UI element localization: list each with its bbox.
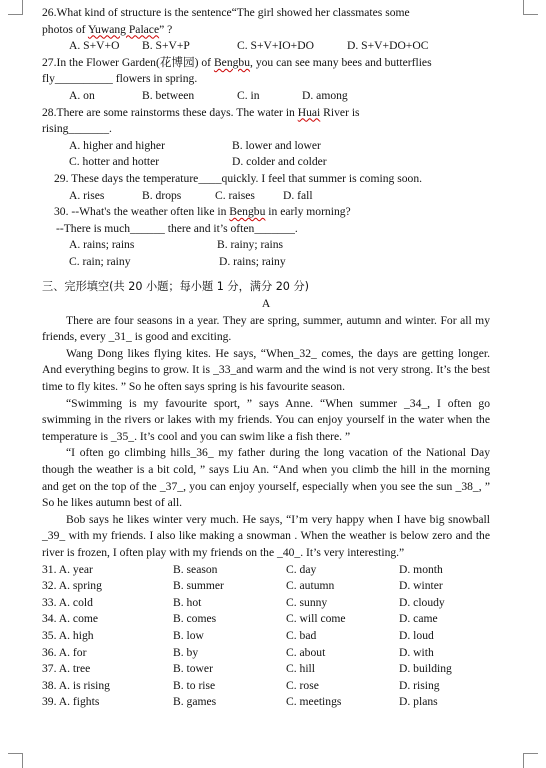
question-26-options xyxy=(42,38,490,55)
text-part: in early morning? xyxy=(265,205,351,219)
text-part: ” ? xyxy=(159,22,173,36)
question-28-text-2: rising_______. xyxy=(42,122,112,136)
option-b: B. S+V+P xyxy=(142,39,190,53)
choice-33-c: C. sunny xyxy=(286,595,328,609)
option-a: A. on xyxy=(69,88,95,102)
crop-mark-bottom-right xyxy=(523,753,538,768)
passage-paragraph-5: Bob says he likes winter very much. He says, “I’m very happy when I have big snowball _39_ with my friends. I also like making a snowman . When the weather is below zero and the river is frozen, I often play with my friends on the _40_. It’s very interesting.” xyxy=(42,512,490,559)
text-part: photos of xyxy=(42,22,88,36)
passage-paragraph-1: There are four seasons in a year. They are spring, summer, autumn and winter. For all my friends, every _31_ is good and exciting. xyxy=(42,313,490,344)
option-d: D. rains; rainy xyxy=(219,254,286,268)
option-b: B. rainy; rains xyxy=(217,238,284,252)
text-part: River is xyxy=(320,105,360,119)
proper-noun: Yuwang Palace xyxy=(87,22,160,36)
choice-31-a: 31. A. year xyxy=(42,562,93,576)
question-27-options xyxy=(42,88,490,105)
passage-paragraph-4: “I often go climbing hills_36_ my father during the long vacation of the National Day though the weather is a bit cold, ” says Liu An. “And when you climb the hill in the morning and get on the top of the _37_, you can enjoy yourself, especially when you see the sun _38_, ” So he likes autumn best of all. xyxy=(42,446,490,510)
text-part: , you can see many bees and butterflies xyxy=(250,55,432,69)
choice-39-c: C. meetings xyxy=(286,695,342,709)
option-b: B. drops xyxy=(142,188,182,202)
question-30 xyxy=(42,204,490,221)
question-27 xyxy=(42,55,490,72)
option-c: C. rain; rainy xyxy=(69,254,131,268)
section-heading: 三、完形填空(共 20 小题；每小题 1 分，满分 20 分) xyxy=(42,279,310,293)
choice-37-d: D. building xyxy=(399,662,452,676)
question-30-text-2: --There is much______ there and it’s often_______. xyxy=(56,221,298,235)
choice-37-a: 37. A. tree xyxy=(42,662,91,676)
choice-31-c: C. day xyxy=(286,562,317,576)
question-26-text-2 xyxy=(42,22,490,39)
question-30-options-row-1 xyxy=(42,237,490,254)
text-part: 30. --What's the weather often like in xyxy=(54,205,230,219)
choice-36-a: 36. A. for xyxy=(42,645,87,659)
choice-34-c: C. will come xyxy=(286,612,346,626)
option-b: B. lower and lower xyxy=(232,138,321,152)
choice-33-d: D. cloudy xyxy=(399,595,445,609)
text-part: 27.In the Flower Garden(花博园) of xyxy=(42,55,214,69)
option-a: A. S+V+O xyxy=(69,39,120,53)
option-d: D. colder and colder xyxy=(232,155,327,169)
choice-37-b: B. tower xyxy=(173,662,213,676)
choice-35-d: D. loud xyxy=(399,628,434,642)
crop-mark-top-right xyxy=(523,0,538,15)
option-a: A. rains; rains xyxy=(69,238,135,252)
question-29-options xyxy=(42,188,490,205)
question-26 xyxy=(42,5,490,22)
choice-31-d: D. month xyxy=(399,562,443,576)
choice-33-b: B. hot xyxy=(173,595,202,609)
passage-label: A xyxy=(261,297,271,311)
question-28-options-row-1 xyxy=(42,138,490,155)
passage-paragraph-3: “Swimming is my favourite sport, ” says Anne. “When summer _34_, I often go swimming in the rivers or lakes with my friends. You can enjoy yourself in the water when the temperature is _35_. It’s cool and you can swim like a fish there. ” xyxy=(42,396,490,443)
option-c: C. raises xyxy=(215,188,255,202)
choice-34-a: 34. A. come xyxy=(42,612,99,626)
choice-38-b: B. to rise xyxy=(173,678,216,692)
proper-noun: Huai xyxy=(297,105,321,119)
choice-31-b: B. season xyxy=(173,562,218,576)
proper-noun: Bengbu xyxy=(229,205,266,219)
choice-36-b: B. by xyxy=(173,645,199,659)
option-d: D. S+V+DO+OC xyxy=(347,39,429,53)
choice-32-b: B. summer xyxy=(173,579,224,593)
answer-options-table xyxy=(42,562,490,711)
proper-noun: Bengbu xyxy=(213,55,251,69)
option-d: D. fall xyxy=(283,188,313,202)
option-c: C. in xyxy=(237,88,260,102)
choice-36-c: C. about xyxy=(286,645,326,659)
crop-mark-top-left xyxy=(8,0,23,15)
choice-38-d: D. rising xyxy=(399,678,440,692)
choice-38-a: 38. A. is rising xyxy=(42,678,110,692)
option-b: B. between xyxy=(142,88,195,102)
choice-36-d: D. with xyxy=(399,645,434,659)
question-28 xyxy=(42,105,490,122)
passage-paragraph-2: Wang Dong likes flying kites. He says, “When_32_ comes, the days are getting longer. And everything begins to grow. It is _33_and warm and the wind is not very strong. It’s the best time to fly kites. ” So he often says spring is his favourite season. xyxy=(42,346,490,394)
question-28-options-row-2 xyxy=(42,154,490,171)
choice-34-d: D. came xyxy=(399,612,438,626)
choice-39-a: 39. A. fights xyxy=(42,695,100,709)
question-30-options-row-2 xyxy=(42,254,490,271)
choice-32-a: 32. A. spring xyxy=(42,579,102,593)
text-part: 28.There are some rainstorms these days. The water in xyxy=(42,105,298,119)
choice-35-c: C. bad xyxy=(286,628,317,642)
option-c: C. S+V+IO+DO xyxy=(237,39,314,53)
choice-39-b: B. games xyxy=(173,695,217,709)
choice-35-a: 35. A. high xyxy=(42,628,94,642)
choice-32-d: D. winter xyxy=(399,579,443,593)
question-26-text: 26.What kind of structure is the sentence“The girl showed her classmates some xyxy=(42,6,410,19)
exam-content xyxy=(42,5,490,711)
option-d: D. among xyxy=(302,88,348,102)
choice-34-b: B. comes xyxy=(173,612,217,626)
option-a: A. higher and higher xyxy=(69,138,165,152)
question-29: 29. These days the temperature____quickly. I feel that summer is coming soon. xyxy=(54,171,423,185)
choice-35-b: B. low xyxy=(173,628,204,642)
choice-33-a: 33. A. cold xyxy=(42,595,93,609)
choice-32-c: C. autumn xyxy=(286,579,335,593)
option-c: C. hotter and hotter xyxy=(69,155,160,169)
crop-mark-bottom-left xyxy=(8,753,23,768)
choice-37-c: C. hill xyxy=(286,662,315,676)
option-a: A. rises xyxy=(69,188,105,202)
choice-39-d: D. plans xyxy=(399,695,438,709)
choice-38-c: C. rose xyxy=(286,678,319,692)
question-27-text-2: fly__________ flowers in spring. xyxy=(42,72,198,86)
